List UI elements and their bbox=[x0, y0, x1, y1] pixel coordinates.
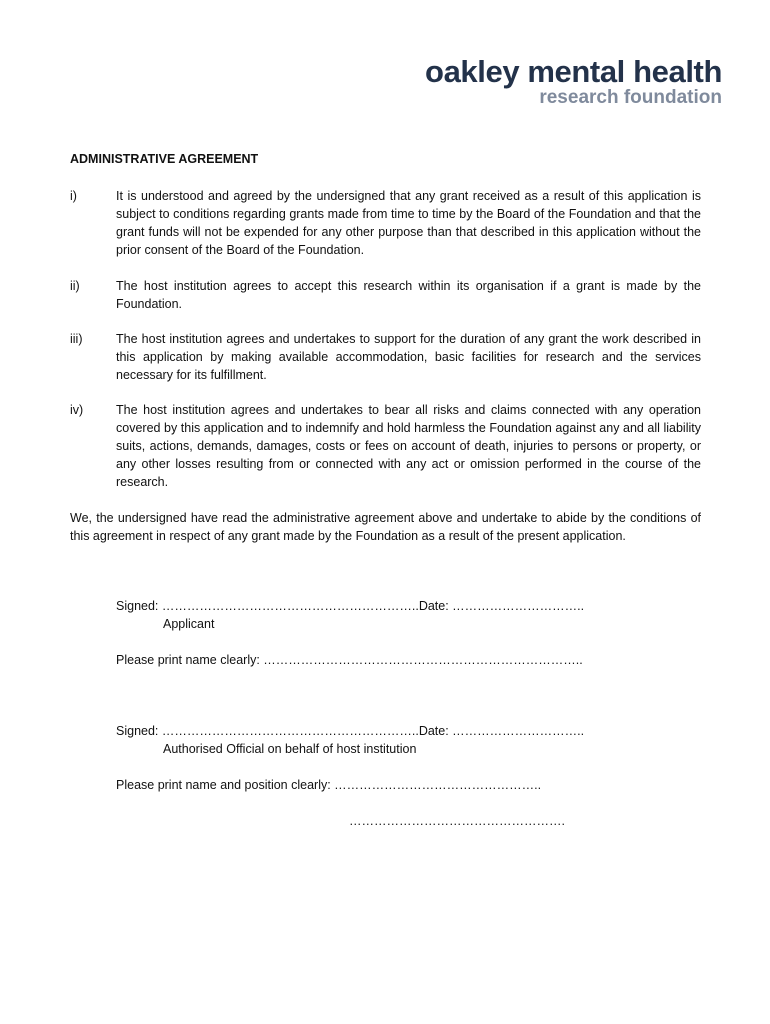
document-heading: ADMINISTRATIVE AGREEMENT bbox=[70, 152, 259, 166]
clause-text: The host institution agrees and undertakes to bear all risks and claims connected with any operation covered by this application and to indemnify and hold harmless the Foundation against any and all liability suits, actions, demands, damages, costs or fees on account of death, injuries to persons or property, or any other losses resulting from or connected with any act or omission performed in the course of the research. bbox=[116, 403, 701, 489]
clause-number: iii) bbox=[70, 332, 83, 346]
clause-iv bbox=[70, 401, 701, 491]
clause-iii bbox=[70, 330, 701, 384]
clause-text: The host institution agrees to accept this research within its organisation if a grant is made by the Foundation. bbox=[116, 279, 701, 311]
applicant-role-label: Applicant bbox=[163, 617, 215, 631]
clause-number: iv) bbox=[70, 403, 84, 417]
clause-number: i) bbox=[70, 189, 77, 203]
logo-title: oakley mental health bbox=[425, 54, 722, 89]
applicant-signature-line: Signed: ……………………………………………………..Date: ………………………….. bbox=[116, 599, 585, 613]
logo-subtitle: research foundation bbox=[539, 87, 722, 108]
official-role-label: Authorised Official on behalf of host institution bbox=[163, 742, 417, 756]
clause-text: The host institution agrees and undertakes to support for the duration of any grant the work described in this application by making available accommodation, basic facilities for research and the services necessary for its fulfillment. bbox=[116, 332, 701, 382]
official-signature-line: Signed: ……………………………………………………..Date: ………………………….. bbox=[116, 724, 585, 738]
applicant-print-name-line: Please print name clearly: ………………………………………………………………….. bbox=[116, 653, 583, 667]
closing-statement: We, the undersigned have read the administrative agreement above and undertake to abide by the conditions of this agreement in respect of any grant made by the Foundation as a result of the present application. bbox=[70, 511, 701, 543]
clause-text: It is understood and agreed by the undersigned that any grant received as a result of this application is subject to conditions regarding grants made from time to time by the Board of the Foundation and that the grant funds will not be expended for any other purpose than that described in this application without the prior consent of the Board of the Foundation. bbox=[116, 189, 701, 257]
official-continuation-line: ……………………………………………. bbox=[349, 814, 565, 828]
clause-i bbox=[70, 187, 701, 259]
clause-number: ii) bbox=[70, 279, 80, 293]
clause-ii bbox=[70, 277, 701, 313]
official-print-name-position-line: Please print name and position clearly: ………………………………………….. bbox=[116, 778, 542, 792]
foundation-logo bbox=[425, 56, 722, 108]
